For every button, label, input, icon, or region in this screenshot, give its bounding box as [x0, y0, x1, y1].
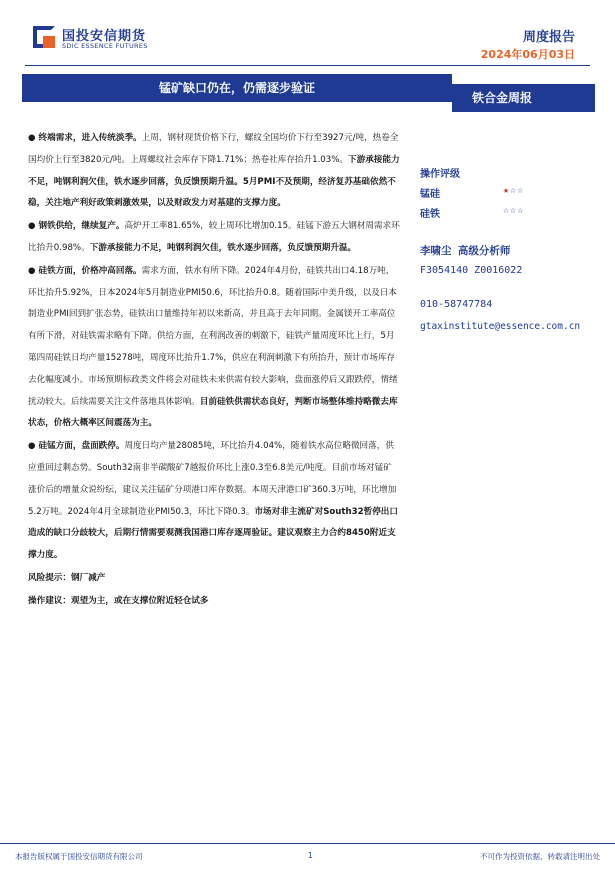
sidebar	[420, 165, 610, 341]
analyst-phone: 010-58747784	[420, 299, 493, 310]
rating-row	[420, 205, 610, 225]
rating-item-name: 硅铁	[420, 209, 440, 220]
star-empty-icon: ☆	[517, 185, 525, 196]
bold-text: 风险提示：	[28, 572, 71, 583]
star-empty-icon: ☆	[510, 205, 518, 216]
bold-text: 钢铁供给，继续复产。	[38, 221, 125, 232]
company-name-en: SDIC ESSENCE FUTURES	[62, 42, 148, 50]
section-tag: 铁合金周报	[452, 84, 595, 112]
analyst-email[interactable]: gtaxinstitute@essence.com.cn	[420, 321, 581, 332]
footer-divider	[0, 843, 615, 844]
paragraph	[28, 436, 400, 567]
bold-text: 钢厂减产	[70, 572, 106, 583]
rating-item-name: 锰硅	[420, 189, 440, 200]
bold-text: 硅铁方面，价格冲高回落。	[38, 265, 142, 276]
bold-text: 下游承接能力不足，吨钢利润欠佳，铁水逐步回落，负反馈预期升温。	[89, 242, 357, 253]
body-text: 上周，钢材现货价格下行，螺纹全国均价下行至3927元/吨，热卷全国均价上行至3820元/吨。上周螺纹社会库存下降1.71%；热卷社库存抬升1.03%。	[28, 133, 399, 165]
bullet-icon: ●	[28, 265, 39, 276]
paragraph	[28, 568, 400, 590]
bullet-icon: ●	[28, 133, 39, 143]
bold-text: 操作建议：	[28, 595, 71, 606]
bullet-icon: ●	[28, 221, 39, 232]
page-header	[0, 0, 615, 66]
paragraph	[28, 591, 400, 613]
bold-text: 市场对非主流矿对South32暂停出口造成的缺口分歧较大，后期行情需要观测我国港口库存逐周验证。建议观察主力合约8450附近支撑力度。	[28, 506, 398, 561]
body-text: 周度日均产量28085吨，环比抬升4.04%，随着铁水高位略微回落，供应重回过剩态势。South32南非半碳酸矿7越报价环比上涨0.3至6.8美元/吨度。目前市场对锰矿涨价后的增量众说纷纭，建议关注锰矿分项港口库存数据。本周天津港口矿360.3万吨，环比增加5.2万吨。2024年4月全球制造业PMI50.3，环比下降0.3。	[28, 441, 397, 517]
rating-row	[420, 185, 610, 205]
bold-text: 观望为主，或在支撑位附近轻仓试多	[70, 595, 209, 606]
report-date: 2024年06月03日	[480, 48, 575, 61]
main-content	[28, 128, 400, 614]
star-empty-icon: ☆	[517, 205, 525, 216]
star-filled-icon: ★	[503, 185, 511, 196]
bold-text: 目前硅铁供需状态良好，判断市场整体维持略微去库状态，价格大概率区间震荡为主。	[28, 396, 398, 429]
analyst-id: F3054140 Z0016022	[420, 265, 523, 276]
bold-text: 硅锰方面，盘面跌停。	[38, 441, 125, 452]
report-type: 周度报告	[522, 30, 575, 45]
analyst-name: 李啸尘 高级分析师	[420, 245, 511, 257]
company-name-cn: 国投安信期货	[62, 29, 147, 44]
title-banner	[22, 74, 452, 102]
paragraph	[28, 261, 400, 435]
header-divider	[25, 65, 590, 66]
rating-stars	[503, 205, 524, 216]
body-text: 需求方面，铁水有所下降。2024年4月份，硅铁共出口4.18万吨，环比抬升5.92%，日本2024年5月制造业PMI50.6，环比抬升0.8。随着国际中美升级，以及日本制造业PMI回到扩张态势，硅铁出口量维持年初以来新高，并且高于去年同期。金属镁开工率高位有所下滑，对硅铁需求略有下降。供给方面，在利润改善的刺激下，硅铁产量周度环比上行，5月第四周硅铁日均产量15278吨，周度环比抬升1.7%，供应在利润刺激下有所抬升，预计市场库存去化幅度减小。市场预期标政类文件将会对硅铁未来供需有较大影响，盘面涨停后又跟跌停，情绪扰动较大。后续需要关注文件落地具体影响。	[28, 265, 398, 407]
star-empty-icon: ☆	[510, 185, 518, 196]
star-empty-icon: ☆	[503, 205, 511, 216]
paragraph	[28, 128, 400, 215]
rating-stars	[503, 185, 524, 196]
body-text: 高炉开工率81.65%，较上周环比增加0.15。硅锰下游五大钢材周需求环比抬升0.98%。	[28, 221, 400, 253]
footer-copyright: 本报告版权属于国投安信期货有限公司	[15, 852, 143, 861]
company-logo-icon	[33, 26, 57, 50]
bold-text: 终端需求，进入传统淡季。	[38, 133, 142, 143]
footer-disclaimer: 不可作为投资依据，转载请注明出处	[480, 852, 600, 861]
rating-list	[420, 185, 610, 225]
bold-text: 下游承接能力不足，吨钢利润欠佳，铁水逐步回落，负反馈预期升温。5月PMI不及预期，经济复苏基础依然不稳，关注地产利好政策刺激效果，以及财政发力对基建的支撑力度。	[28, 154, 400, 209]
rating-title: 操作评级	[420, 169, 460, 180]
bullet-icon: ●	[28, 441, 39, 452]
page-number: 1	[308, 851, 313, 860]
paragraph	[28, 216, 400, 260]
report-title: 锰矿缺口仍在，仍需逐步验证	[158, 81, 315, 95]
